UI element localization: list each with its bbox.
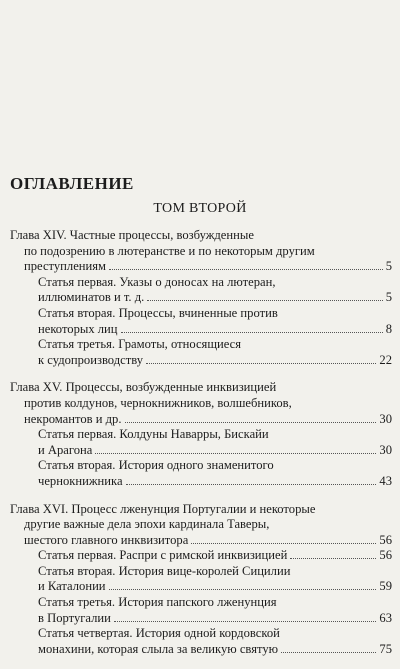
page-number: 22: [379, 352, 392, 367]
article-title-line: иллюминатов и т. д.: [38, 290, 145, 305]
chapter-14: [10, 228, 392, 368]
page-number: 8: [385, 321, 392, 336]
article-title-line: и Арагона: [38, 442, 93, 457]
chapter-entry[interactable]: [10, 533, 392, 549]
article-title-line: Статья первая. Указы о доносах на лютеран,: [38, 274, 276, 289]
article-title-line: Статья вторая. Процессы, вчиненные против: [38, 305, 278, 320]
chapter-title-line: Глава XIV. Частные процессы, возбужденные: [10, 228, 254, 242]
page-number: 5: [385, 259, 392, 274]
dot-leader: [146, 363, 376, 364]
article-title-line: Статья третья. Грамоты, относящиеся: [38, 337, 242, 352]
article-title-line: в Португалии: [38, 610, 111, 625]
page-number: 56: [379, 532, 392, 547]
chapter-entry[interactable]: [10, 412, 392, 428]
article-title-line: Статья первая. Распри с римской инквизицией: [38, 548, 288, 563]
page-number: 63: [379, 610, 392, 625]
article-title-line: и Каталонии: [38, 579, 106, 594]
dot-leader: [125, 422, 377, 423]
page-number: 59: [379, 579, 392, 594]
chapter-15: [10, 380, 392, 489]
dot-leader: [95, 453, 376, 454]
chapter-title-line: шестого главного инквизитора: [24, 532, 189, 547]
article-entry[interactable]: [10, 353, 392, 369]
chapter-title-line: другие важные дела эпохи кардинала Таверы,: [24, 517, 270, 532]
dot-leader: [147, 300, 382, 301]
article-title-line: Статья первая. Колдуны Наварры, Бискайи: [38, 427, 269, 442]
dot-leader: [121, 332, 383, 333]
article-entry[interactable]: [10, 611, 392, 627]
chapter-16: [10, 502, 392, 658]
chapter-entry[interactable]: [10, 259, 392, 275]
article-entry[interactable]: [10, 579, 392, 595]
chapter-title-line: по подозрению в лютеранстве и по некоторым другим: [24, 243, 315, 258]
show-through-text: [150, 0, 400, 170]
article-entry[interactable]: [10, 642, 392, 658]
page-number: 75: [379, 641, 392, 656]
article-title-line: Статья четвертая. История одной кордовской: [38, 626, 280, 641]
article-entry[interactable]: [10, 322, 392, 338]
page-number: 30: [379, 442, 392, 457]
chapter-title-line: Глава XV. Процессы, возбужденные инквизицией: [10, 380, 277, 395]
chapter-title-line: против колдунов, чернокнижников, волшебников,: [24, 395, 292, 410]
page-title: ОГЛАВЛЕНИЕ: [10, 174, 134, 193]
article-title-line: Статья вторая. История вице-королей Сицилии: [38, 563, 291, 578]
article-entry[interactable]: [10, 290, 392, 306]
article-title-line: некоторых лиц: [38, 321, 118, 336]
page-number: 56: [379, 548, 392, 563]
dot-leader: [109, 269, 383, 270]
page-number: 5: [385, 290, 392, 305]
dot-leader: [126, 484, 377, 485]
article-title-line: чернокнижника: [38, 473, 123, 488]
dot-leader: [109, 589, 377, 590]
table-of-contents: [10, 228, 392, 669]
page-number: 43: [379, 473, 392, 488]
article-title-line: Статья вторая. История одного знаменитого: [38, 458, 274, 473]
article-title-line: монахини, которая слыла за великую святую: [38, 641, 279, 656]
article-entry[interactable]: [10, 548, 392, 564]
dot-leader: [114, 621, 377, 622]
article-title-line: Статья третья. История папского лженунция: [38, 595, 277, 610]
dot-leader: [191, 543, 376, 544]
chapter-title-line: преступлениям: [24, 259, 107, 274]
volume-title: ТОМ ВТОРОЙ: [153, 201, 247, 216]
dot-leader: [281, 652, 376, 653]
article-entry[interactable]: [10, 474, 392, 490]
article-title-line: к судопроизводству: [38, 352, 144, 367]
article-entry[interactable]: [10, 443, 392, 459]
chapter-title-line: Глава XVI. Процесс лженунция Португалии и некоторые: [10, 501, 316, 516]
dot-leader: [290, 558, 376, 559]
page-number: 30: [379, 411, 392, 426]
chapter-title-line: некромантов и др.: [24, 411, 122, 426]
